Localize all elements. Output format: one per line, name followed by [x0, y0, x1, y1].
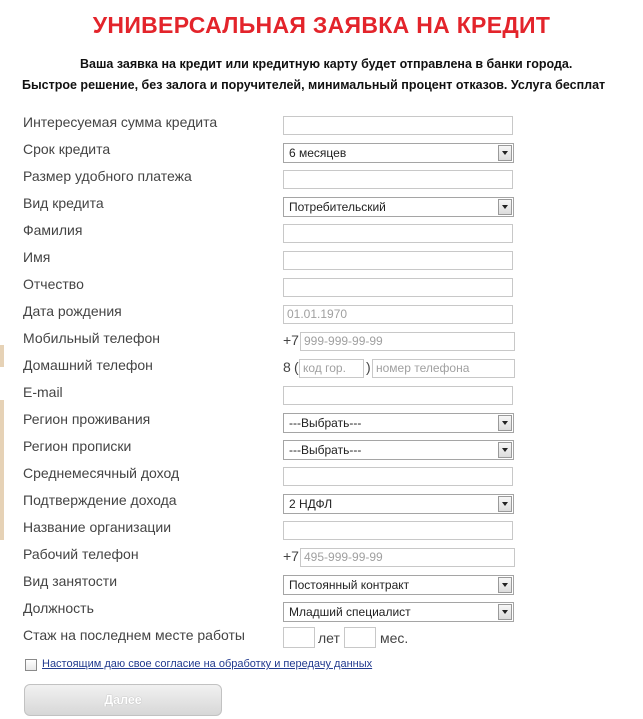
- credit-type-label: Вид кредита: [23, 195, 104, 211]
- term-select-value: 6 месяцев: [289, 146, 347, 160]
- chevron-down-icon[interactable]: [498, 442, 512, 458]
- work-phone-input[interactable]: 495-999-99-99: [300, 548, 515, 567]
- income-proof-value: 2 НДФЛ: [289, 497, 333, 511]
- chevron-down-icon[interactable]: [498, 145, 512, 161]
- credit-type-select[interactable]: [283, 197, 514, 217]
- mobile-prefix: +7: [283, 332, 299, 348]
- experience-label: Стаж на последнем месте работы: [23, 627, 245, 643]
- employment-value: Постоянный контракт: [289, 578, 410, 592]
- region-live-value: ---Выбрать---: [289, 416, 362, 430]
- firstname-input[interactable]: [283, 251, 513, 270]
- chevron-down-icon[interactable]: [498, 199, 512, 215]
- experience-months-input[interactable]: [344, 627, 376, 648]
- chevron-down-icon[interactable]: [498, 604, 512, 620]
- home-phone-code-input[interactable]: код гор.: [299, 359, 364, 378]
- employment-select[interactable]: [283, 575, 514, 595]
- chevron-down-icon[interactable]: [498, 577, 512, 593]
- subtitle-line-1: Ваша заявка на кредит или кредитную карту будет отправлена в банки города.: [80, 57, 573, 71]
- position-select[interactable]: [283, 602, 514, 622]
- org-input[interactable]: [283, 521, 513, 540]
- patronymic-input[interactable]: [283, 278, 513, 297]
- home-phone-prefix: 8: [283, 359, 291, 375]
- next-button[interactable]: Далее: [24, 684, 222, 716]
- consent-checkbox[interactable]: [25, 659, 37, 671]
- org-label: Название организации: [23, 519, 172, 535]
- left-edge-decor: [0, 400, 4, 540]
- payment-label: Размер удобного платежа: [23, 168, 192, 184]
- patronymic-label: Отчество: [23, 276, 84, 292]
- region-live-select[interactable]: [283, 413, 514, 433]
- position-label: Должность: [23, 600, 94, 616]
- region-reg-label: Регион прописки: [23, 438, 132, 454]
- employment-label: Вид занятости: [23, 573, 118, 589]
- amount-label: Интересуемая сумма кредита: [23, 114, 218, 130]
- chevron-down-icon[interactable]: [498, 496, 512, 512]
- mobile-label: Мобильный телефон: [23, 330, 160, 346]
- home-phone-label: Домашний телефон: [23, 357, 153, 373]
- term-select[interactable]: [283, 143, 514, 163]
- email-input[interactable]: [283, 386, 513, 405]
- income-input[interactable]: [283, 467, 513, 486]
- income-proof-label: Подтверждение дохода: [23, 492, 177, 508]
- home-phone-close-paren: ): [366, 359, 371, 375]
- page-title: УНИВЕРСАЛЬНАЯ ЗАЯВКА НА КРЕДИТ: [92, 12, 551, 38]
- birthdate-label: Дата рождения: [23, 303, 122, 319]
- lastname-input[interactable]: [283, 224, 513, 243]
- consent-link[interactable]: Настоящим даю свое согласие на обработку и передачу данных: [42, 658, 373, 670]
- home-phone-number-input[interactable]: номер телефона: [372, 359, 515, 378]
- work-phone-prefix: +7: [283, 548, 299, 564]
- lastname-label: Фамилия: [23, 222, 83, 238]
- left-edge-decor: [0, 345, 4, 367]
- work-phone-label: Рабочий телефон: [23, 546, 139, 562]
- amount-input[interactable]: [283, 116, 513, 135]
- region-reg-select[interactable]: [283, 440, 514, 460]
- birthdate-input[interactable]: 01.01.1970: [283, 305, 513, 324]
- term-label: Срок кредита: [23, 141, 111, 157]
- position-value: Младший специалист: [289, 605, 411, 619]
- income-label: Среднемесячный доход: [23, 465, 180, 481]
- firstname-label: Имя: [23, 249, 51, 265]
- experience-years-input[interactable]: [283, 627, 315, 648]
- experience-years-label: лет: [318, 630, 340, 646]
- subtitle-line-2: Быстрое решение, без залога и поручителей, минимальный процент отказов. Услуга бесплат: [22, 78, 606, 92]
- income-proof-select[interactable]: [283, 494, 514, 514]
- region-live-label: Регион проживания: [23, 411, 151, 427]
- email-label: E-mail: [23, 384, 63, 400]
- chevron-down-icon[interactable]: [498, 415, 512, 431]
- experience-months-label: мес.: [380, 630, 409, 646]
- mobile-input[interactable]: 999-999-99-99: [300, 332, 515, 351]
- credit-type-value: Потребительский: [289, 200, 386, 214]
- region-reg-value: ---Выбрать---: [289, 443, 362, 457]
- home-phone-open-paren: (: [294, 359, 299, 375]
- payment-input[interactable]: [283, 170, 513, 189]
